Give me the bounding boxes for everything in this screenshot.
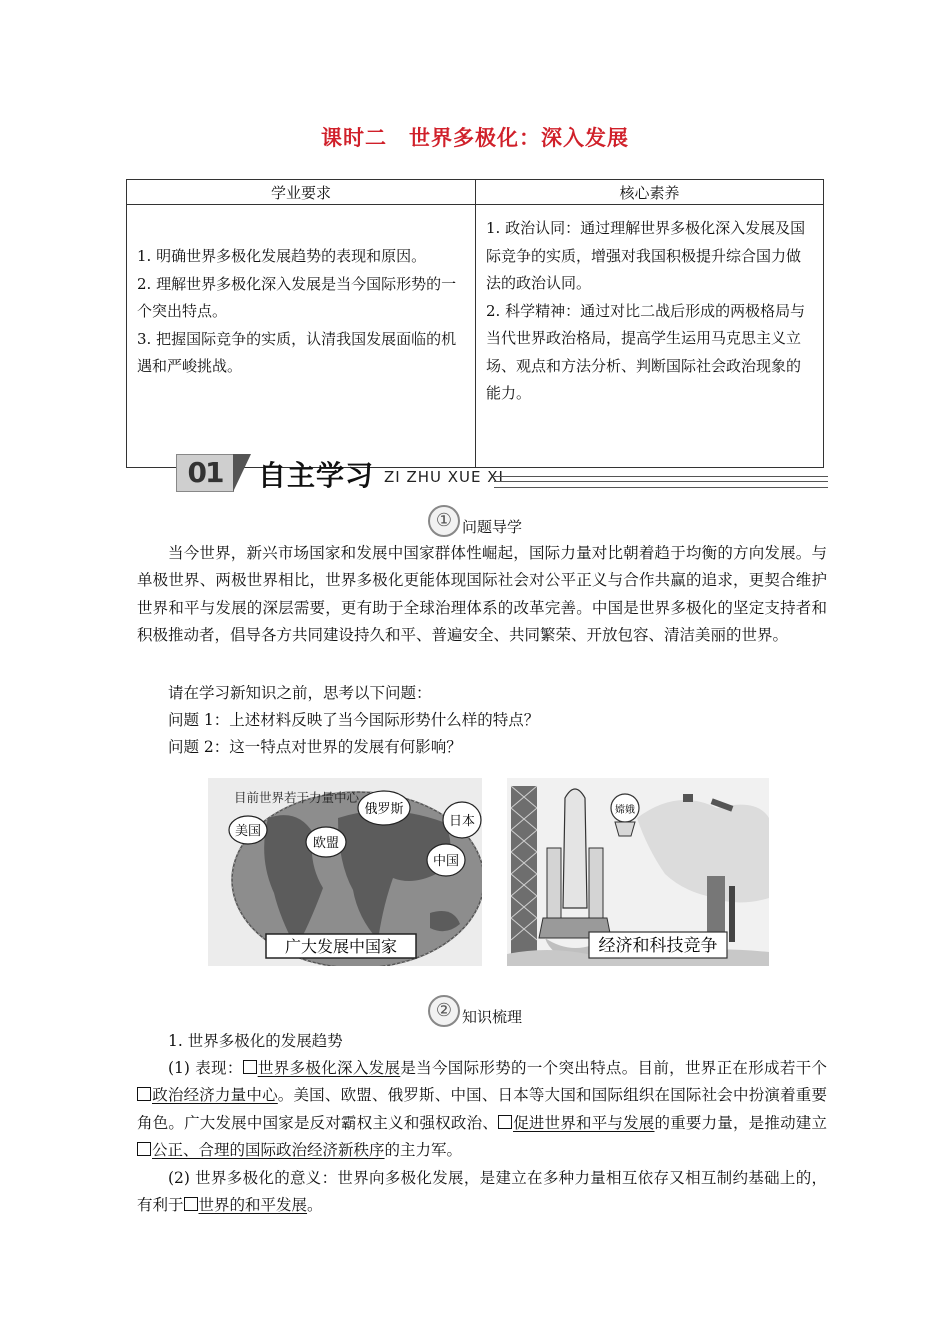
- blank-box-icon: [243, 1060, 257, 1074]
- mascot-label: 嫦娥: [615, 805, 635, 816]
- section-banner: [176, 454, 828, 494]
- knowledge-paragraph-2: (2) 世界多极化的意义：世界向多极化发展，是建立在多种力量相互依存又相互制约基础上的，有利于 世界的和平发展。: [137, 1169, 827, 1215]
- blank-box-icon: [184, 1197, 198, 1211]
- second-rocket: [729, 886, 735, 942]
- subsection-knowledge: [0, 995, 950, 1027]
- intro-paragraph: 当今世界，新兴市场国家和发展中国家群体性崛起，国际力量对比朝着趋于均衡的方向发展。与单极世界、两极世界相比，世界多极化更能体现国际社会对公平正义与合作共赢的追求，更契合维护世界和平与发展的深层需要，更有助于全球治理体系的改革完善。中国是世界多极化的坚定支持者和积极推动者，倡导各方共同建设持久和平、普遍安全、共同繁荣、开放包容、清洁美丽的世界。: [137, 544, 827, 645]
- competency-item: 2. 科学精神：通过对比二战后形成的两极格局与当代世界政治格局，提高学生运用马克思主义立场、观点和方法分析、判断国际社会政治现象的能力。: [486, 301, 806, 402]
- subsection-question-guide: [0, 505, 950, 537]
- blank-box-icon: [137, 1087, 151, 1101]
- fill-answer: 政治经济力量中心: [152, 1086, 278, 1105]
- world-power-centers-figure: [208, 778, 482, 966]
- rocket-icon: [563, 789, 587, 908]
- fill-answer: 公正、合理的国际政治经济新秩序: [152, 1141, 385, 1160]
- figure-right-caption: 经济和科技竞争: [598, 936, 718, 956]
- bubble-label-eu: 欧盟: [312, 836, 340, 851]
- prompt-line: 请在学习新知识之前，思考以下问题：: [168, 684, 432, 702]
- bubble-label-russia: 俄罗斯: [364, 802, 404, 817]
- fill-answer: 世界多极化深入发展: [257, 1059, 401, 1077]
- bubble-label-usa: 美国: [234, 824, 262, 839]
- core-competencies-cell: [476, 205, 824, 468]
- header-core-competencies: 核心素养: [476, 180, 824, 205]
- figure-left-caption: 广大发展中国家: [284, 937, 398, 956]
- blank-box-icon: [498, 1115, 512, 1129]
- knowledge-paragraph-1: (1) 表现： 世界多极化深入发展是当今国际形势的一个突出特点。目前，世界正在形成若干个政治经济力量中心。美国、欧盟、俄罗斯、中国、日本等大国和国际组织在国际社会中扮演着重要角色。广大发展中国家是反对霸权主义和强权政治、 促进世界和平与发展的重要力量，是推动建立公正、合理的国际政治经济新秩序的主力军。: [137, 1059, 827, 1160]
- blank-box-icon: [137, 1142, 151, 1156]
- requirement-item: 1. 明确世界多极化发展趋势的表现和原因。: [137, 247, 427, 265]
- banner-rule: [494, 476, 828, 488]
- banner-number: 01: [176, 454, 234, 492]
- circle-number-icon: ①: [428, 505, 460, 537]
- competency-item: 1. 政治认同：通过理解世界多极化深入发展及国际竞争的实质，增强对我国积极提升综合国力做法的政治认同。: [486, 219, 806, 292]
- satellite-icon: [683, 794, 693, 802]
- fill-answer: 促进世界和平与发展: [513, 1113, 655, 1132]
- header-academic-requirements: 学业要求: [127, 180, 476, 205]
- question-1: 问题 1：上述材料反映了当今国际形势什么样的特点？: [168, 711, 540, 729]
- subsection-label: 知识梳理: [461, 1008, 522, 1026]
- subsection-label: 问题导学: [461, 518, 522, 536]
- question-2: 问题 2：这一特点对世界的发展有何影响？: [168, 738, 462, 756]
- figure-heading: 目前世界若干力量中心: [234, 790, 360, 805]
- academic-requirements-cell: [127, 205, 476, 468]
- page-title: 课时二 世界多极化：深入发展: [321, 126, 629, 150]
- requirement-item: 3. 把握国际竞争的实质，认清我国发展面临的机遇和严峻挑战。: [137, 329, 457, 375]
- economic-tech-competition-figure: [507, 778, 769, 966]
- requirements-table: [126, 179, 824, 468]
- fill-answer: 世界的和平发展: [198, 1196, 308, 1215]
- circle-number-icon: ②: [428, 995, 460, 1027]
- requirement-item: 2. 理解世界多极化深入发展是当今国际形势的一个突出特点。: [137, 274, 457, 320]
- knowledge-heading: 1. 世界多极化的发展趋势: [168, 1032, 343, 1050]
- bubble-label-china: 中国: [432, 854, 460, 869]
- bubble-label-japan: 日本: [448, 814, 476, 829]
- banner-pinyin: ZI ZHU XUE XI: [384, 468, 504, 486]
- banner-wedge: [233, 454, 251, 492]
- banner-title: 自主学习: [258, 459, 375, 492]
